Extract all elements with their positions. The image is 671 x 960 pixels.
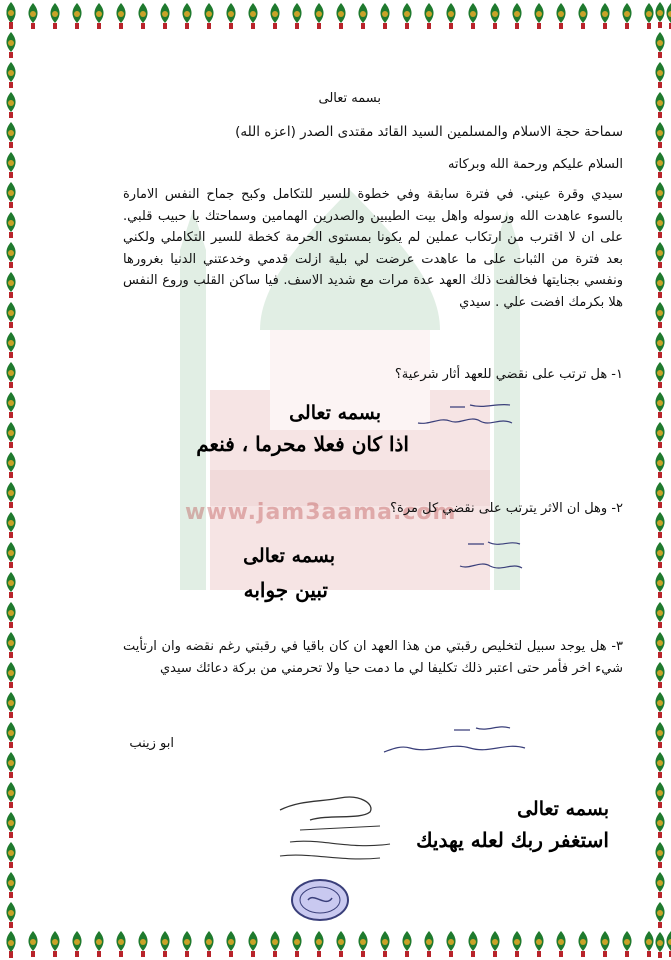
border-ornament (649, 660, 671, 690)
border-ornament (649, 690, 671, 720)
border-ornament (0, 120, 22, 150)
border-ornament (220, 0, 242, 32)
border-ornament (44, 928, 66, 960)
border-ornament (649, 600, 671, 630)
border-ornament (0, 660, 22, 690)
border-ornament (0, 330, 22, 360)
border-ornament (649, 90, 671, 120)
border-ornament (616, 0, 638, 32)
border-ornament (462, 0, 484, 32)
border-ornament (0, 510, 22, 540)
border-ornament (0, 810, 22, 840)
border-ornament (0, 180, 22, 210)
border-ornament (0, 360, 22, 390)
border-ornament (649, 930, 671, 960)
border-ornament (484, 928, 506, 960)
border-ornament (649, 900, 671, 930)
border-ornament (0, 240, 22, 270)
border-ornament (649, 480, 671, 510)
border-ornament (396, 0, 418, 32)
border-ornament (0, 0, 22, 30)
border-ornament (22, 0, 44, 32)
border-ornament (649, 540, 671, 570)
border-ornament (374, 928, 396, 960)
border-ornament (616, 928, 638, 960)
border-ornament (0, 150, 22, 180)
border-ornament (0, 840, 22, 870)
border-ornament (308, 928, 330, 960)
answer-3-header: بسمه تعالى (517, 798, 609, 820)
answer-1-header: بسمه تعالى (289, 402, 381, 424)
border-ornament (0, 930, 22, 960)
border-ornament (649, 240, 671, 270)
border-ornament (594, 928, 616, 960)
border-ornament (132, 0, 154, 32)
border-ornament (0, 870, 22, 900)
border-ornament (242, 0, 264, 32)
border-ornament (649, 330, 671, 360)
border-ornament (649, 840, 671, 870)
border-ornament (44, 0, 66, 32)
border-ornament (0, 210, 22, 240)
border-ornament (649, 810, 671, 840)
handwritten-note-2 (440, 532, 530, 582)
border-ornament (649, 720, 671, 750)
question-1: ١- هل ترتب على نقضي للعهد أثار شرعية؟ (394, 367, 623, 382)
border-ornament (198, 0, 220, 32)
border-ornament (649, 120, 671, 150)
border-ornament (572, 928, 594, 960)
answer-1-text: اذا كان فعلا محرما ، فنعم (196, 432, 409, 456)
decorative-border-right (649, 0, 671, 960)
border-ornament (0, 900, 22, 930)
border-ornament (506, 928, 528, 960)
border-ornament (110, 928, 132, 960)
border-ornament (0, 270, 22, 300)
border-ornament (649, 180, 671, 210)
border-ornament (132, 928, 154, 960)
border-ornament (550, 928, 572, 960)
border-ornament (198, 928, 220, 960)
border-ornament (462, 928, 484, 960)
border-ornament (649, 300, 671, 330)
border-ornament (176, 928, 198, 960)
border-ornament (506, 0, 528, 32)
border-ornament (649, 270, 671, 300)
answer-3-text: استغفر ربك لعله يهديك (416, 828, 609, 852)
decorative-border-top (0, 0, 671, 32)
border-ornament (154, 928, 176, 960)
border-ornament (66, 0, 88, 32)
border-ornament (440, 928, 462, 960)
letter-intro: سيدي وقرة عيني. في فترة سابقة وفي خطوة للسير للتكامل وكبح جماح النفس الامارة بالسوء عاهدت الله ورسوله واهل بيت الطيبين والصدرين الهمامين وسماحتك يا حبيب قلبي. على ان لا اقترب من ارتكاب عملين لم يكونا بمستوى الحرمة كخطة للسير التكاملي ولكني بعد فترة من الثبات على ما عاهدت عرضت لي بلية ازلت قدمي وخدعتني الدنيا بغرورها ونفسي بجنايتها فخالفت ذلك العهد عدة مرات مع شديد الاسف. فيا ساكن القلب وروع النفس هلا بكرمك افضت علي . سيدي (123, 187, 623, 310)
border-ornament (0, 390, 22, 420)
border-ornament (0, 420, 22, 450)
border-ornament (649, 360, 671, 390)
border-ornament (528, 0, 550, 32)
border-ornament (0, 630, 22, 660)
handwritten-note-3 (380, 720, 530, 770)
border-ornament (330, 0, 352, 32)
border-ornament (649, 780, 671, 810)
border-ornament (22, 928, 44, 960)
border-ornament (649, 210, 671, 240)
border-ornament (418, 0, 440, 32)
border-ornament (594, 0, 616, 32)
border-ornament (264, 928, 286, 960)
border-ornament (649, 870, 671, 900)
question-2: ٢- وهل ان الاثر يترتب على نقضي كل مرة؟ (390, 501, 623, 516)
border-ornament (352, 0, 374, 32)
border-ornament (572, 0, 594, 32)
border-ornament (330, 928, 352, 960)
border-ornament (0, 780, 22, 810)
border-ornament (649, 510, 671, 540)
letter-header: بسمه تعالى (318, 91, 381, 106)
decorative-border-left (0, 0, 22, 960)
border-ornament (242, 928, 264, 960)
border-ornament (0, 690, 22, 720)
border-ornament (649, 630, 671, 660)
border-ornament (0, 300, 22, 330)
answer-2-header: بسمه تعالى (243, 545, 335, 567)
border-ornament (286, 928, 308, 960)
border-ornament (649, 420, 671, 450)
border-ornament (649, 750, 671, 780)
border-ornament (220, 928, 242, 960)
border-ornament (0, 60, 22, 90)
border-ornament (66, 928, 88, 960)
border-ornament (88, 928, 110, 960)
border-ornament (550, 0, 572, 32)
official-signature (260, 790, 410, 870)
seal-stamp (290, 878, 350, 923)
border-ornament (484, 0, 506, 32)
signature-name: ابو زينب (129, 736, 174, 751)
letter-greeting: السلام عليكم ورحمة الله وبركاته (447, 157, 623, 172)
border-ornament (649, 30, 671, 60)
border-ornament (0, 450, 22, 480)
border-ornament (0, 750, 22, 780)
border-ornament (649, 150, 671, 180)
border-ornament (88, 0, 110, 32)
handwritten-note-1 (410, 395, 520, 440)
border-ornament (649, 570, 671, 600)
border-ornament (0, 720, 22, 750)
border-ornament (352, 928, 374, 960)
border-ornament (374, 0, 396, 32)
border-ornament (649, 390, 671, 420)
border-ornament (649, 450, 671, 480)
question-3: ٣- هل يوجد سبيل لتخليص رقبتي من هذا العهد ان كان باقيا في رقبتي رغم نقضه وان ارتأيت شيء اخر فأمر حتى اعتبر ذلك تكليفا لي ما دمت حيا ولا تحرمني من بركة دعائك سيدي (123, 639, 623, 676)
border-ornament (110, 0, 132, 32)
border-ornament (176, 0, 198, 32)
decorative-border-bottom (0, 928, 671, 960)
border-ornament (440, 0, 462, 32)
border-ornament (0, 600, 22, 630)
border-ornament (308, 0, 330, 32)
border-ornament (0, 480, 22, 510)
border-ornament (0, 90, 22, 120)
border-ornament (418, 928, 440, 960)
border-ornament (264, 0, 286, 32)
border-ornament (154, 0, 176, 32)
watermark-site-text: www.jam3aama.com (185, 500, 457, 525)
border-ornament (0, 570, 22, 600)
border-ornament (0, 30, 22, 60)
border-ornament (649, 60, 671, 90)
border-ornament (396, 928, 418, 960)
letter-addressee: سماحة حجة الاسلام والمسلمين السيد القائد مقتدى الصدر (اعزه الله) (235, 124, 623, 140)
border-ornament (649, 0, 671, 30)
border-ornament (528, 928, 550, 960)
border-ornament (286, 0, 308, 32)
answer-2-text: تبين جوابه (243, 578, 328, 602)
border-ornament (0, 540, 22, 570)
